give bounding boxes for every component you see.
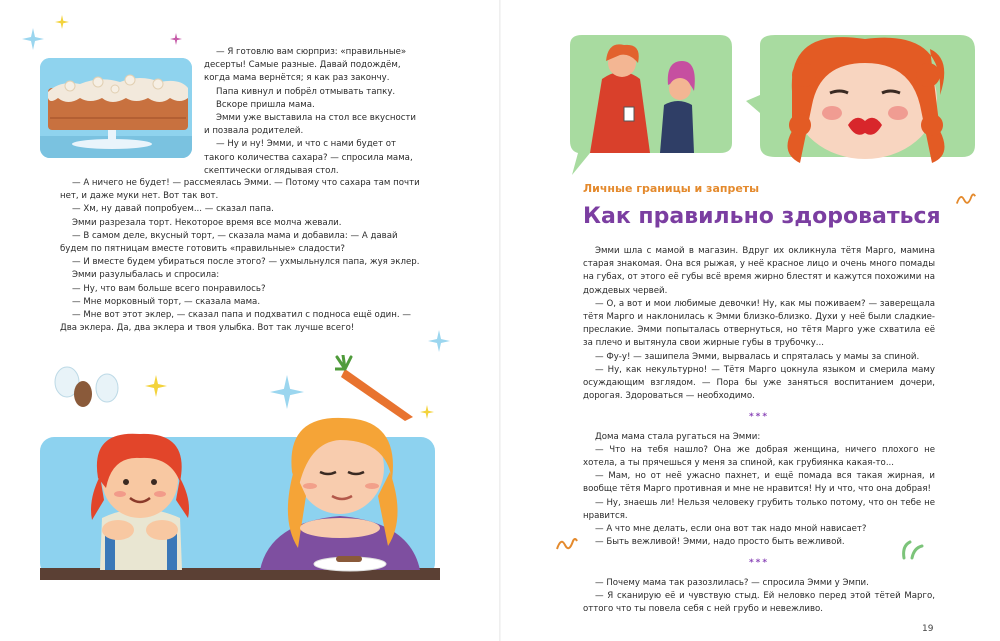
- paragraph: — Ну, как некультурно! — Тётя Марго цокнула языком и смерила маму осуждающим взглядом. — Пора бы уже заняться воспитанием дочери, дорогая. Здороваться — необходимо.: [583, 364, 935, 402]
- sparkle-icon: [145, 375, 167, 397]
- paragraph: — Фу-у! — зашипела Эмми, вырвалась и спряталась у мамы за спиной.: [595, 351, 920, 362]
- sparkle-icon: [170, 33, 182, 45]
- right-body-text: [583, 245, 935, 616]
- paragraph: — Ну, что вам больше всего понравилось?: [72, 283, 266, 294]
- squiggle-icon: [555, 535, 579, 553]
- sparkle-icon: [22, 28, 44, 50]
- section-separator: ***: [748, 558, 770, 569]
- paragraph: Эмми шла с мамой в магазин. Вдруг их окликнула тётя Марго, мамина старая знакомая. Она вся рыжая, у неё красное лицо и очень много помады на губах, от этого её губы всё время жирно блестят и кажутся похожими на дождевых червей.: [583, 246, 935, 296]
- book-spine: [499, 0, 501, 641]
- sparkle-icon: [428, 330, 450, 352]
- paragraph: — Ну, знаешь ли! Нельзя человеку грубить только потому, что он тебе не нравится.: [583, 497, 935, 521]
- paragraph: — В самом деле, вкусный торт, — сказала мама и добавила: — А давай будем по пятницам вместе готовить «правильные» сладости?: [60, 230, 398, 255]
- sparkle-icon: [55, 15, 69, 29]
- paragraph: — Мне морковный торт, — сказала мама.: [72, 296, 261, 307]
- left-body-text: [60, 177, 425, 335]
- paragraph: — Хм, ну давай попробуем... — сказал папа.: [72, 204, 274, 215]
- paragraph: Папа кивнул и побрёл отмывать тапку.: [216, 86, 396, 97]
- paragraph: — Что на тебя нашло? Она же добрая женщина, ничего плохого не хотела, а ты прячешься у меня за спиной, как грубиянка какая-то...: [583, 444, 935, 469]
- section-separator: ***: [748, 412, 770, 423]
- paragraph: Эмми разулыбалась и спросила:: [72, 270, 220, 281]
- paragraph: Дома мама стала ругаться на Эмми:: [595, 431, 761, 442]
- paragraph: — Мам, но от неё ужасно пахнет, и ещё помада вся такая жирная, и вообще тётя Марго противная и мне не нравится! Ну и что, что она добрая!: [583, 471, 935, 495]
- paragraph: — А ничего не будет! — рассмеялась Эмми. — Потому что сахара там почти нет, и даже муки нет. Вот так вот.: [60, 178, 420, 202]
- paragraph: Эмми разрезала торт. Некоторое время все молча жевали.: [72, 217, 342, 228]
- left-intro-text: [204, 46, 418, 178]
- squiggle-icon: [955, 190, 977, 208]
- paragraph: Вскоре пришла мама.: [216, 99, 315, 110]
- paragraph: — Быть вежливой! Эмми, надо просто быть вежливой.: [595, 537, 845, 548]
- paragraph: — Ну и ну! Эмми, и что с нами будет от такого количества сахара? — спросила мама, скептически оглядывая стол.: [204, 139, 413, 176]
- paragraph: Эмми уже выставила на стол все вкусности и позвала родителей.: [204, 113, 417, 137]
- comic-illustration: [560, 35, 980, 195]
- paragraph: — А что мне делать, если она вот так надо мной нависает?: [595, 524, 867, 535]
- section-label: Личные границы и запреты: [583, 182, 760, 195]
- girls-characters: [40, 400, 440, 580]
- cake-illustration: [40, 58, 192, 158]
- paragraph: — И вместе будем убираться после этого? — ухмыльнулся папа, жуя эклер.: [72, 257, 420, 268]
- leaf-icon: [900, 540, 924, 560]
- chapter-title: Как правильно здороваться: [583, 204, 941, 229]
- paragraph: — Я сканирую её и чувствую стыд. Ей неловко перед этой тётей Марго, оттого что ты повела себя с ней грубо и невежливо.: [583, 590, 935, 615]
- paragraph: — Я готовлю вам сюрприз: «правильные» десерты! Самые разные. Давай подождём, когда мама вернётся; я как раз закончу.: [204, 47, 407, 84]
- paragraph: — О, а вот и мои любимые девочки! Ну, как мы поживаем? — заверещала тётя Марго и наклонилась к Эмми близко-близко. Духи у неё были сладкие-преслакие. Эмми попыталась отвернуться, но тётя Марго уже схватила её за плечо и вытянула свои жирные губы в трубочку...: [583, 298, 935, 349]
- paragraph: — Мне вот этот эклер, — сказал папа и подхватил с подноса ещё один. — Два эклера. Да, два эклера и твоя улыбка. Вот так лучше всего!: [60, 310, 411, 334]
- page-number: 19: [922, 624, 934, 634]
- paragraph: — Почему мама так разозлилась? — спросила Эмми у Эмпи.: [595, 577, 869, 588]
